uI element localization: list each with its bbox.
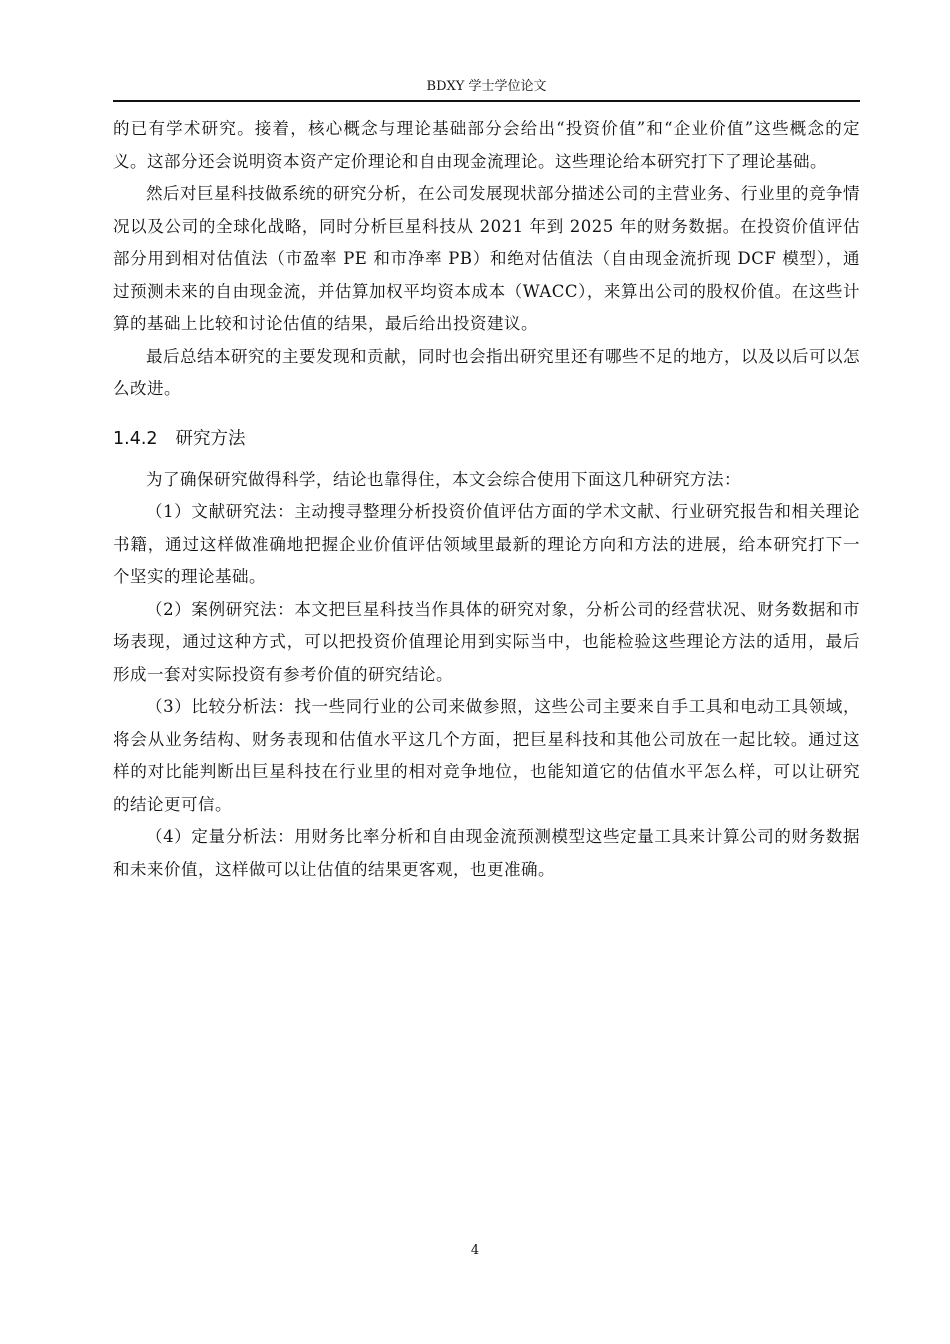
section-heading xyxy=(113,426,860,452)
method-item: （2）案例研究法：本文把巨星科技当作具体的研究对象，分析公司的经营状况、财务数据和市场表现，通过这种方式，可以把投资价值理论用到实际当中，也能检验这些理论方法的适用，最后形成一套对实际投资有参考价值的研究结论。 xyxy=(113,599,860,684)
section-title: 研究方法 xyxy=(175,428,246,449)
paragraph-continuation: 的已有学术研究。接着，核心概念与理论基础部分会给出“投资价值”和“企业价值”这些概念的定义。这部分还会说明资本资产定价理论和自由现金流理论。这些理论给本研究打下了理论基础。 xyxy=(113,119,860,171)
running-header: BDXY 学士学位论文 xyxy=(426,79,547,94)
paragraph: 最后总结本研究的主要发现和贡献，同时也会指出研究里还有哪些不足的地方，以及以后可以怎么改进。 xyxy=(113,346,860,398)
header-divider xyxy=(113,100,860,102)
page-number: 4 xyxy=(470,1243,480,1258)
method-item: （3）比较分析法：找一些同行业的公司来做参照，这些公司主要来自手工具和电动工具领域，将会从业务结构、财务表现和估值水平这几个方面，把巨星科技和其他公司放在一起比较。通过这样的对比能判断出巨星科技在行业里的相对竞争地位，也能知道它的估值水平怎么样，可以让研究的结论更可信。 xyxy=(113,697,860,814)
paragraph: 然后对巨星科技做系统的研究分析，在公司发展现状部分描述公司的主营业务、行业里的竞争情况以及公司的全球化战略，同时分析巨星科技从 2021 年到 2025 年的财务数据。在投资价值评估部分用到相对估值法（市盈率 PE 和市净率 PB）和绝对估值法（自由现金流折现 DCF 模型），通过预测未来的自由现金流，并估算加权平均资本成本（WACC），来算出公司的股权价值。在这些计算的基础上比较和讨论估值的结果，最后给出投资建议。 xyxy=(113,184,860,333)
page-body xyxy=(113,113,860,886)
method-item: （4）定量分析法：用财务比率分析和自由现金流预测模型这些定量工具来计算公司的财务数据和未来价值，这样做可以让估值的结果更客观，也更准确。 xyxy=(113,827,860,879)
section-number: 1.4.2 xyxy=(113,428,158,449)
paragraph: 为了确保研究做得科学，结论也靠得住，本文会综合使用下面这几种研究方法： xyxy=(146,469,741,489)
method-item: （1）文献研究法：主动搜寻整理分析投资价值评估方面的学术文献、行业研究报告和相关理论书籍，通过这样做准确地把握企业价值评估领域里最新的理论方向和方法的进展，给本研究打下一个坚实的理论基础。 xyxy=(113,502,860,586)
